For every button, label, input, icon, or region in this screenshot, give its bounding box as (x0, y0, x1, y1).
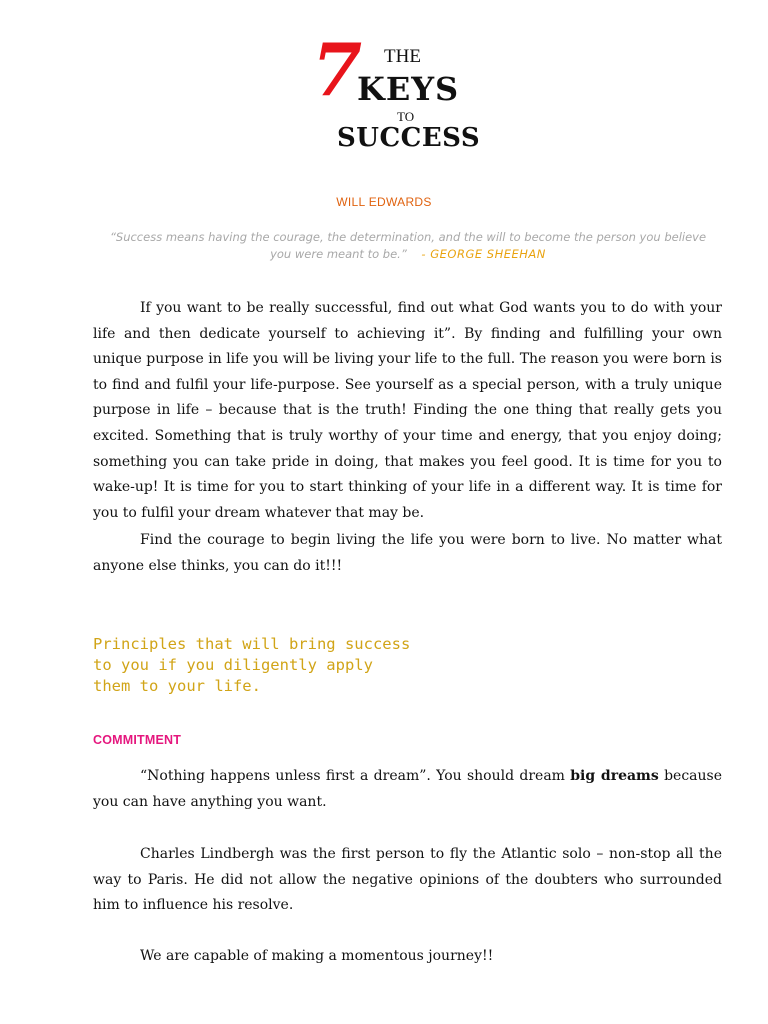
principles-line: to you if you diligently apply (93, 656, 373, 674)
text-run: because you can have anything you want. (93, 768, 722, 810)
dream-paragraph (93, 764, 722, 815)
principles-line: Principles that will bring success (93, 635, 411, 653)
title-keys: KEYS (357, 70, 460, 108)
title-the: THE (384, 46, 421, 67)
title-to: TO (397, 109, 415, 124)
paragraph-text: We are capable of making a momentous journey!! (140, 948, 494, 964)
courage-paragraph (93, 528, 722, 579)
title-success: SUCCESS (337, 123, 481, 153)
bold-text: big dreams (570, 768, 659, 784)
text-run: “Nothing happens unless first a dream”. You should dream (140, 768, 571, 784)
paragraph-text (93, 764, 722, 815)
epigraph-text: “Success means having the courage, the determination, and the will to become the person you believe you were meant to be.” (109, 230, 707, 261)
paragraph-text: If you want to be really successful, find out what God wants you to do with your life and then dedicate yourself to achieving it”. By finding and fulfilling your own unique purpose in life you will be living your life to the full. The reason you were born is to find and fulfil your life-purpose. See yourself as a special person, with a truly unique purpose in life – because that is the truth! Finding the one thing that really gets you excited. Something that is truly worthy of your time and energy, that you enjoy doing; something you can take pride in doing, that makes you feel good. It is time for you to wake-up! It is time for you to start thinking of your life in a different way. It is time for you to fulfil your dream whatever that may be. (93, 300, 722, 521)
intro-paragraph (93, 296, 722, 526)
paragraph-text: Charles Lindbergh was the first person to fly the Atlantic solo – non-stop all the way to Paris. He did not allow the negative opinions of the doubters who surrounded him to influence his resolve. (93, 846, 722, 914)
principles-callout (93, 634, 453, 697)
paragraph-text: Find the courage to begin living the life you were born to live. No matter what anyone else thinks, you can do it!!! (93, 532, 722, 574)
title-number: 7 (312, 27, 363, 112)
lindbergh-paragraph (93, 842, 722, 919)
author-name: WILL EDWARDS (336, 195, 432, 209)
epigraph-attribution: - GEORGE SHEEHAN (421, 247, 546, 261)
section-heading: COMMITMENT (93, 733, 182, 747)
principles-line: them to your life. (93, 677, 261, 695)
document-title (0, 0, 768, 170)
journey-paragraph (93, 944, 722, 970)
epigraph (105, 229, 711, 263)
